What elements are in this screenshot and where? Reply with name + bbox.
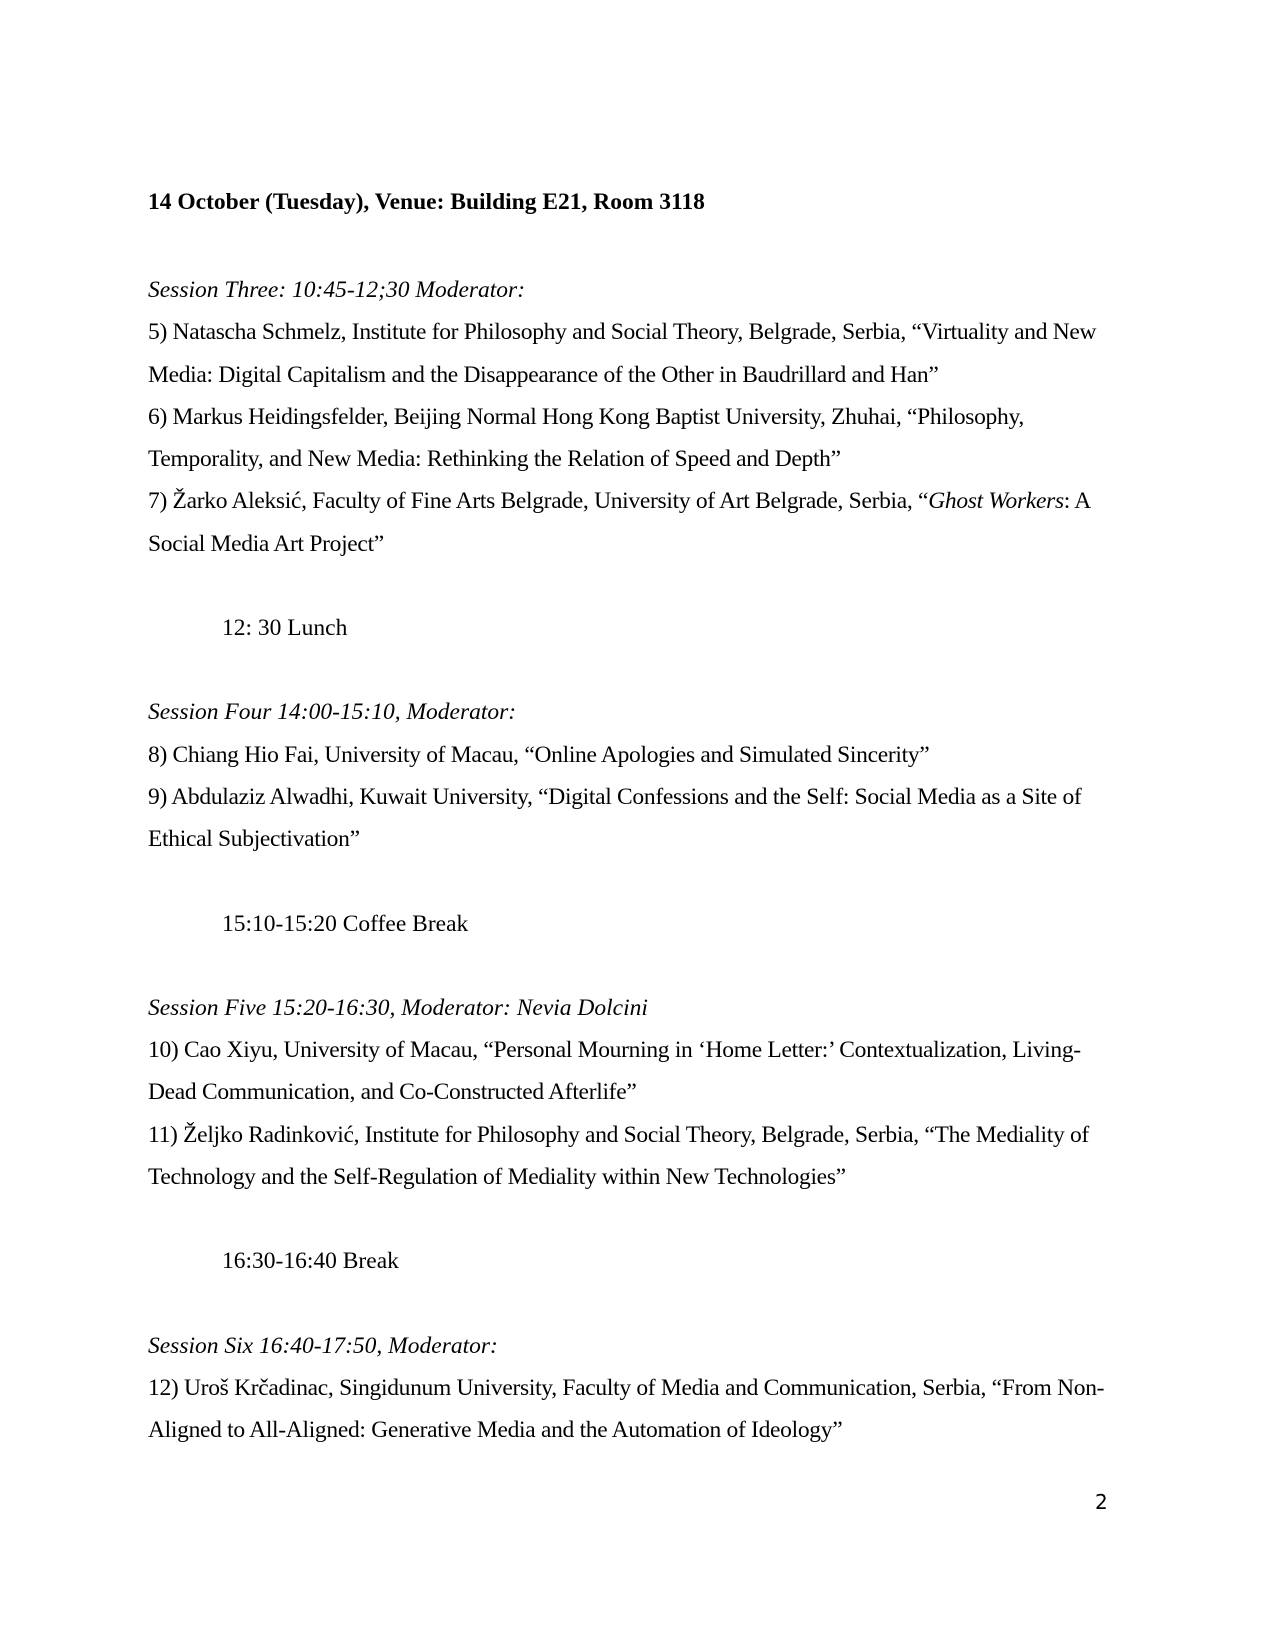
coffee-break: 15:10-15:20 Coffee Break [222, 910, 469, 937]
session-five [148, 987, 1108, 1198]
talk-title-italic: Ghost Workers [928, 488, 1064, 515]
document-page [148, 186, 1108, 1452]
session-six [148, 1325, 1108, 1452]
session-title: Session Six 16:40-17:50, Moderator: [148, 1332, 498, 1359]
page-number: 2 [1095, 1490, 1108, 1514]
talk-entry: 5) Natascha Schmelz, Institute for Philosophy and Social Theory, Belgrade, Serbia, “Virtuality and New Media: Digital Capitalism and the Disappearance of the Other in Baudrillard and Han” [148, 319, 1097, 388]
lunch-break: 12: 30 Lunch [222, 615, 348, 642]
short-break: 16:30-16:40 Break [222, 1248, 399, 1275]
talk-entry: 12) Uroš Krčadinac, Singidunum University, Faculty of Media and Communication, Serbia, “From Non-Aligned to All-Aligned: Generative Media and the Automation of Ideology” [148, 1374, 1105, 1444]
talk-entry-text: : A Social Media Art Project” [148, 488, 1090, 557]
session-three [148, 269, 1108, 565]
talk-entry-text: 7) Žarko Aleksić, Faculty of Fine Arts Belgrade, University of Art Belgrade, Serbia, “ [148, 488, 929, 515]
talk-entry: 9) Abdulaziz Alwadhi, Kuwait University, “Digital Confessions and the Self: Social Media as a Site of Ethical Subjectivation” [148, 783, 1082, 853]
talk-entry: 10) Cao Xiyu, University of Macau, “Personal Mourning in ‘Home Letter:’ Contextualization, Living-Dead Communication, and Co-Constructed Afterlife” [148, 1037, 1081, 1106]
session-four [148, 691, 1108, 860]
talk-entry: 6) Markus Heidingsfelder, Beijing Normal Hong Kong Baptist University, Zhuhai, “Philosophy, Temporality, and New Media: Rethinking the Relation of Speed and Depth” [148, 403, 1024, 473]
talk-entry: 8) Chiang Hio Fai, University of Macau, “Online Apologies and Simulated Sincerity” [148, 741, 930, 768]
session-title: Session Four 14:00-15:10, Moderator: [148, 699, 517, 726]
session-title: Session Three: 10:45-12;30 Moderator: [148, 277, 526, 303]
session-title: Session Five 15:20-16:30, Moderator: Nevia Dolcini [148, 994, 648, 1021]
talk-entry [148, 480, 1108, 565]
talk-entry: 11) Željko Radinković, Institute for Philosophy and Social Theory, Belgrade, Serbia, “The Mediality of Technology and the Self-Regulation of Mediality within New Technologies” [148, 1121, 1089, 1191]
day-venue-heading: 14 October (Tuesday), Venue: Building E21, Room 3118 [148, 189, 705, 215]
